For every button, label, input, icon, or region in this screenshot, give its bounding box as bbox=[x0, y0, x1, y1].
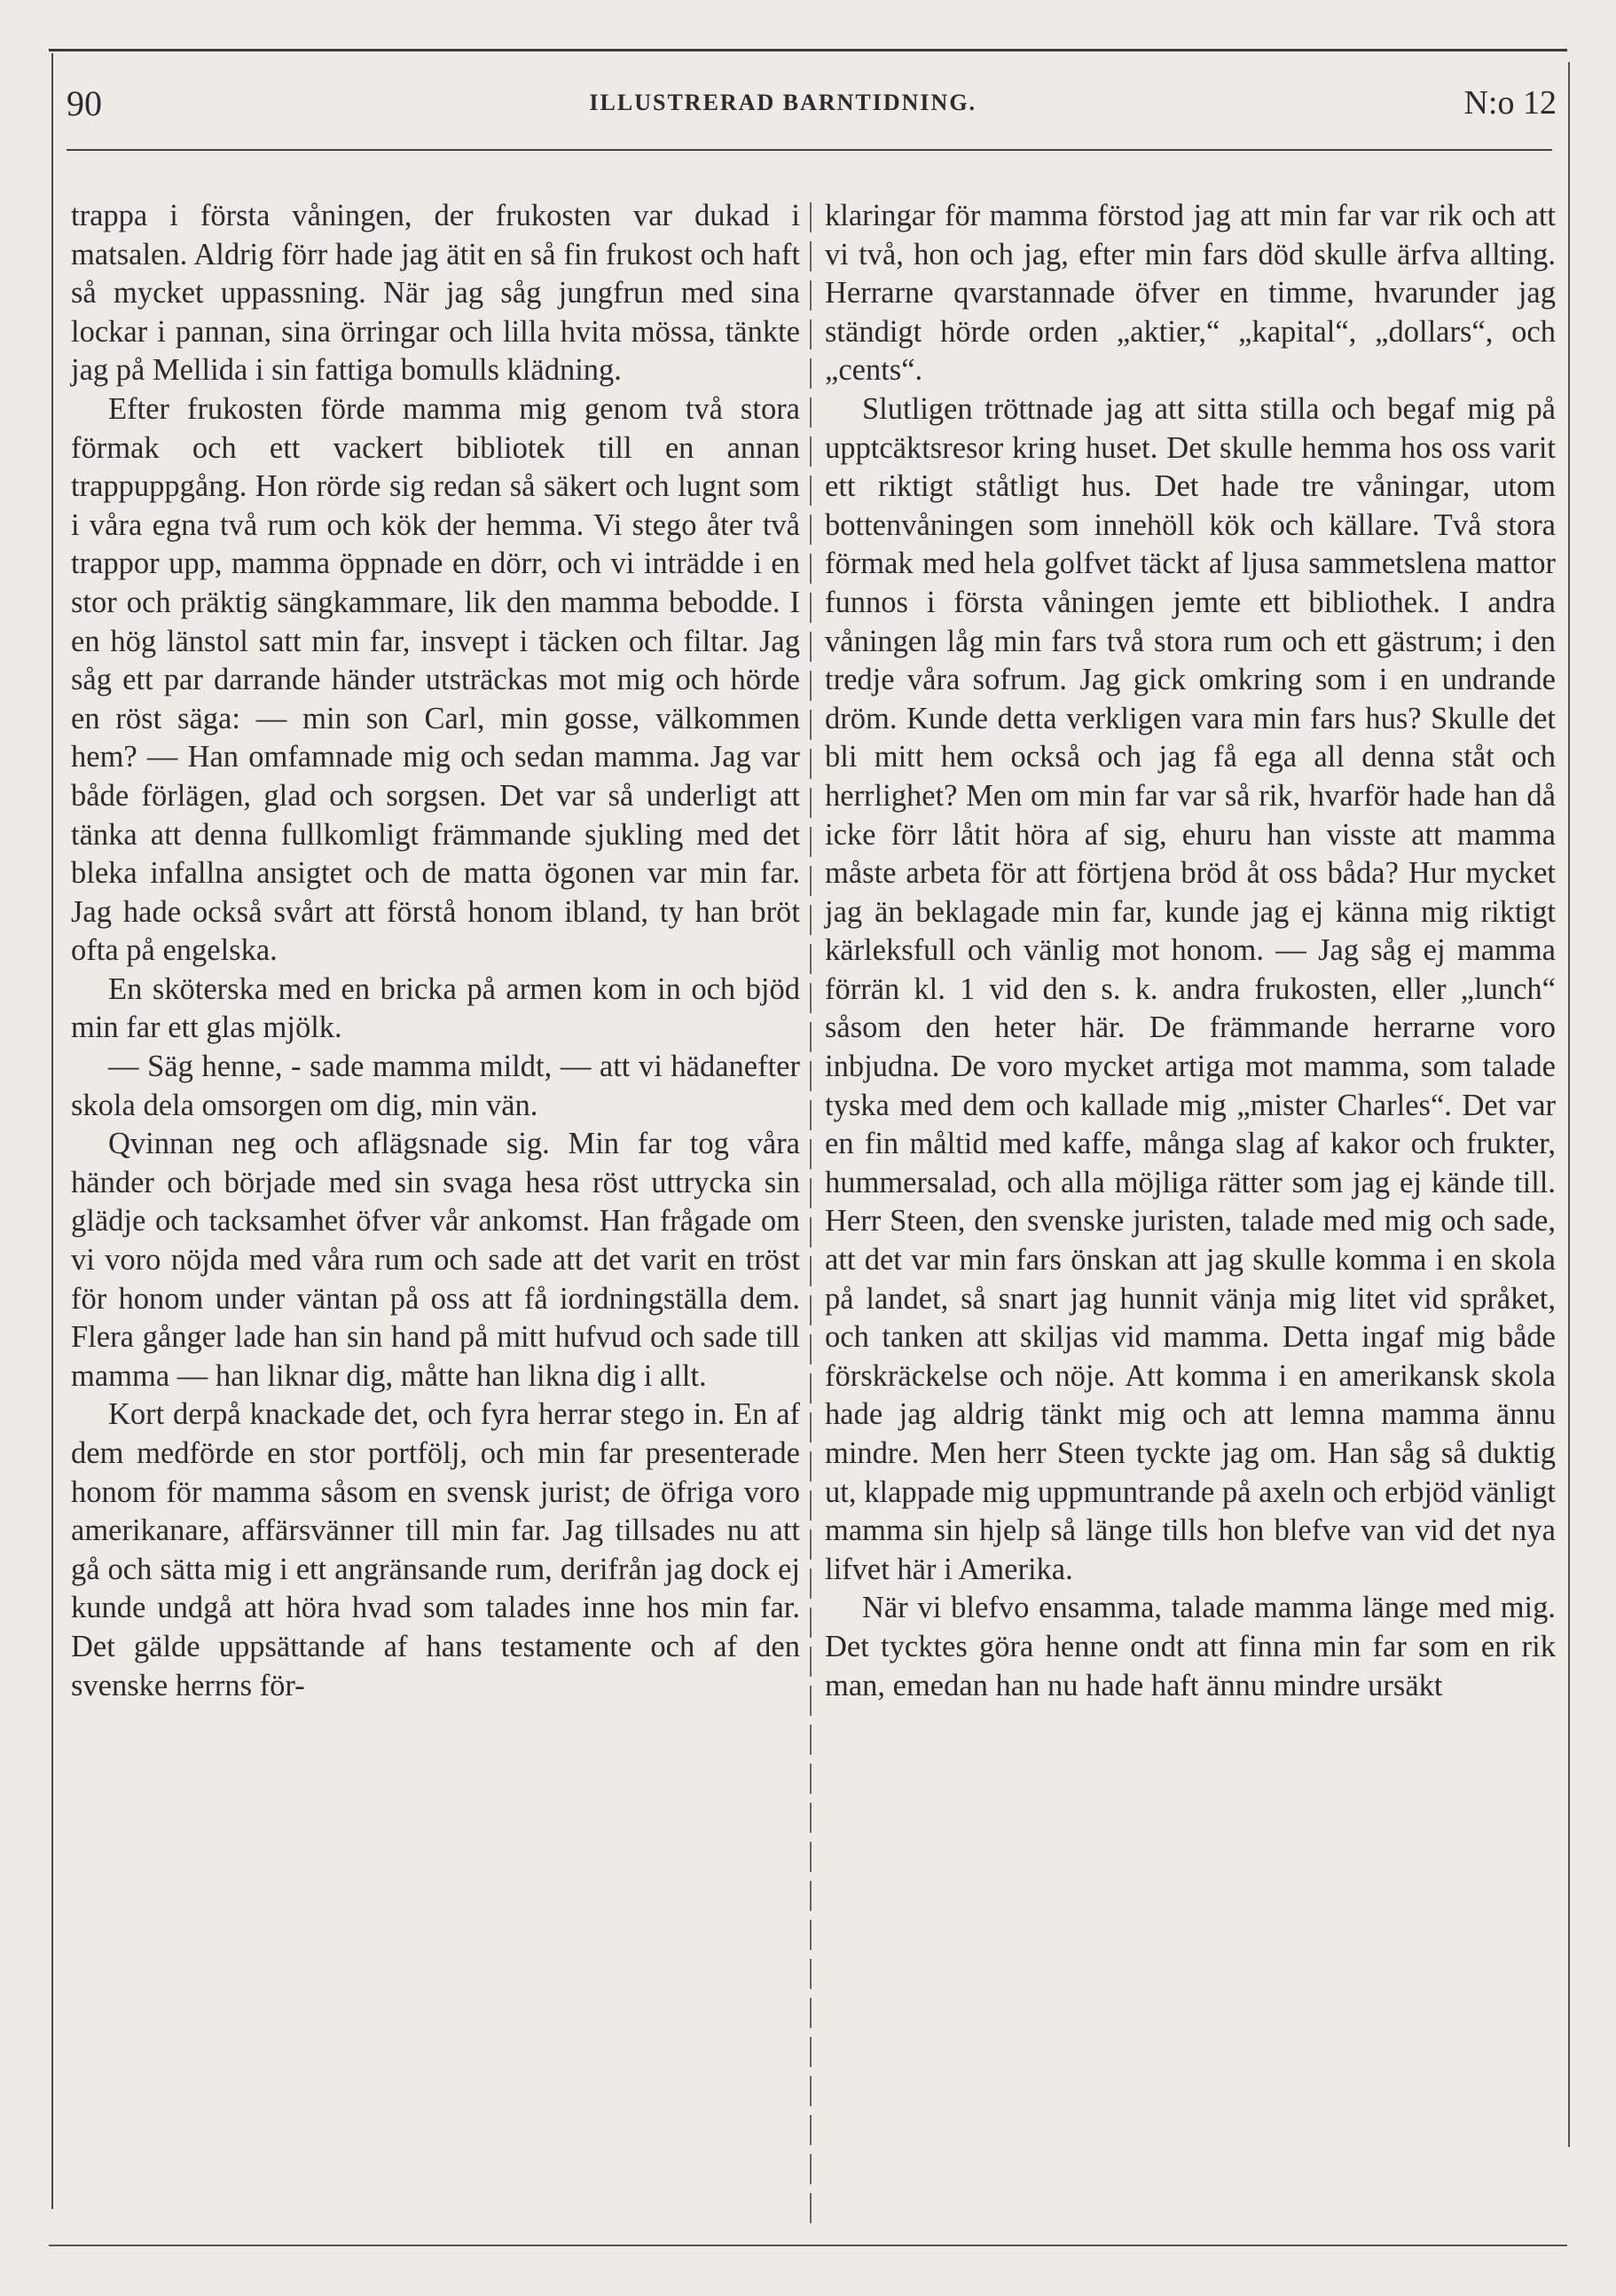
paragraph: Qvinnan neg och aflägsnade sig. Min far tog våra händer och började med sin svaga hesa röst uttrycka sin glädje och tacksamhet öfver vår ankomst. Han frågade om vi voro nöjda med våra rum och sade att det varit en tröst för honom under väntan på oss att få iordningställa dem. Flera gånger lade han sin hand på mitt hufvud och sade till mamma — han liknar dig, måtte han likna dig i allt. bbox=[71, 1127, 800, 1393]
left-margin-rule bbox=[51, 53, 53, 2209]
paragraph: En sköterska med en bricka på armen kom in och bjöd min far ett glas mjölk. bbox=[71, 971, 800, 1045]
page-number: 90 bbox=[67, 83, 102, 123]
right-margin-rule bbox=[1568, 62, 1570, 2147]
paragraph: Kort derpå knackade det, och fyra herrar stego in. En af dem medförde en stor portfölj, och min far presenterade honom för mamma såsom en svensk jurist; de öfriga voro amerikanare, affärsvänner till min far. Jag tillsades nu att gå och sätta mig i ett angränsande rum, derifrån jag dock ej kunde undgå att höra hvad som talades inne hos min far. Det gälde uppsättande af hans testamente och af den svenske herrns för- bbox=[71, 1397, 800, 1702]
paragraph: Efter frukosten förde mamma mig genom två stora förmak och ett vackert bibliotek till en annan trappuppgång. Hon rörde sig redan så säkert och lugnt som i våra egna två rum och kök der hemma. Vi stego åter två trappor upp, mamma öppnade en dörr, och vi inträdde i en stor och präktig sängkammare, lik den mamma bebodde. I en hög länstol satt min far, insvept i täcken och filtar. Jag såg ett par darrande händer utsträckas mot mig och hörde en röst säga: — min son Carl, min gosse, välkommen hem? — Han omfamnade mig och sedan mamma. Jag var både förlägen, glad och sorgsen. Det var så underligt att tänka att denna fullkomligt främmande sjukling med det bleka infallna ansigtet och de matta ögonen var min far. Jag hade också svårt att förstå honom ibland, ty han bröt ofta på engelska. bbox=[71, 391, 800, 968]
paragraph: — Säg henne, - sade mamma mildt, — att vi hädanefter skola dela omsorgen om dig, min vän. bbox=[71, 1050, 800, 1122]
column-divider bbox=[810, 202, 812, 2225]
bottom-rule bbox=[49, 2245, 1567, 2246]
running-title: ILLUSTRERAD BARNTIDNING. bbox=[589, 90, 977, 115]
page-header bbox=[67, 78, 1557, 128]
paragraph: Slutligen tröttnade jag att sitta stilla och begaf mig på upptcäktsresor kring huset. Det skulle hemma hos oss varit ett riktigt ståtligt hus. Det hade tre våningar, utom bottenvåningen som innehöll kök och källare. Två stora förmak med hela golfvet täckt af ljusa sammetslena mattor funnos i första våningen jemte ett bibliothek. I andra våningen låg min fars två stora rum och ett gästrum; i den tredje våra sofrum. Jag gick omkring som i en undrande dröm. Kunde detta verkligen vara min fars hus? Skulle det bli mitt hem också och jag få ega all denna ståt och herrlighet? Men om min far var så rik, hvarför hade han då icke förr låtit höra af sig, ehuru han visste att mamma måste arbeta för att förtjena bröd åt oss båda? Hur mycket jag än beklagade min far, kunde jag ej känna mig riktigt kärleksfull och vänlig mot honom. — Jag såg ej mamma förrän kl. 1 vid den s. k. andra frukosten, eller „lunch“ såsom den heter här. De främmande herrarne voro inbjudna. De voro mycket artiga mot mamma, som talade tyska med dem och kallade mig „mister Charles“. Det var en fin måltid med kaffe, många slag af kakor och frukter, hummersalad, och alla möjliga rätter som jag ej kände till. Herr Steen, den svenske juristen, talade med mig och sade, att det var min fars önskan att jag skulle komma i en skola på landet, så snart jag hunnit vänja mig litet vid språket, och tanken att skiljas vid mamma. Detta ingaf mig både förskräckelse och nöje. Att komma i en amerikansk skola hade jag aldrig tänkt mig och att lemna mamma ännu mindre. Men herr Steen tyckte jag om. Han såg så duktig ut, klappade mig uppmuntrande på axeln och erbjöd vänligt mamma sin hjelp så länge tills hon blefve van vid det nya lifvet här i Amerika. bbox=[825, 391, 1556, 1586]
issue-number: N:o 12 bbox=[1463, 84, 1557, 122]
paragraph: klaringar för mamma förstod jag att min far var rik och att vi två, hon och jag, efter min fars död skulle ärfva allting. Herrarne qvarstannade öfver en timme, hvarunder jag ständigt hörde orden „aktier,“ „kapital“, „dollars“, och „cents“. bbox=[825, 199, 1556, 388]
paragraph: När vi blefvo ensamma, talade mamma länge med mig. Det tycktes göra henne ondt att finna min far som en rik man, emedan han nu hade haft ännu mindre ursäkt bbox=[825, 1591, 1556, 1702]
header-rule bbox=[67, 149, 1552, 151]
left-column bbox=[71, 197, 800, 1705]
right-column bbox=[825, 197, 1556, 1705]
paragraph: trappa i första våningen, der frukosten var dukad i matsalen. Aldrig förr hade jag ätit en så fin frukost och haft så mycket uppassning. När jag såg jungfrun med sina lockar i pannan, sina örringar och lilla hvita mössa, tänkte jag på Mellida i sin fattiga bomulls klädning. bbox=[71, 199, 800, 388]
